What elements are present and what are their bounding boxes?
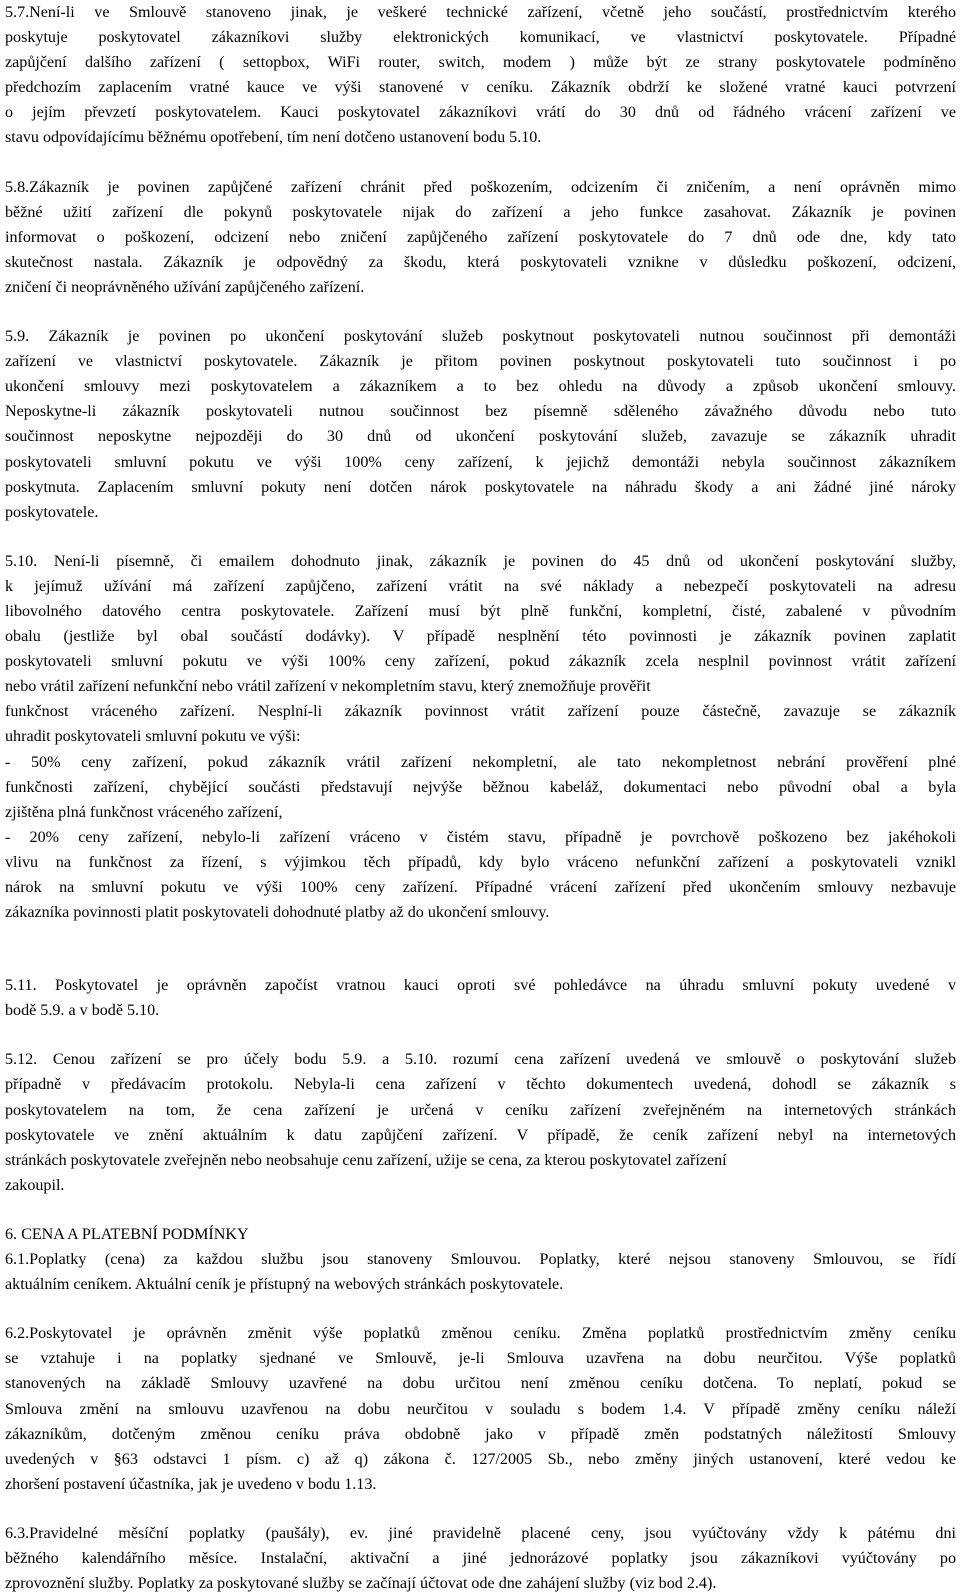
text-line: 5.11. Poskytovatel je oprávněn započíst vratnou kauci oproti své pohledávce na úhradu smluvní pokuty uvedené v — [5, 977, 956, 995]
paragraph-5-7 — [5, 0, 956, 151]
paragraph-gap — [5, 300, 956, 324]
text-line: poskytuje poskytovatel zákazníkovi služby elektronických komunikací, ve vlastnictví poskytovatele. Případné — [5, 29, 956, 47]
text-line: poskytnuta. Zaplacením smluvní pokuty není dotčen nárok poskytovatele na náhradu škody a ani žádné jiné nároky — [5, 478, 956, 496]
paragraph-5-9 — [5, 324, 956, 525]
text-line: zakoupil. — [5, 1176, 65, 1194]
text-line: běžné užití zařízení dle pokynů poskytovatele nijak do zařízení a jeho funkce zasahovat. Zákazník je povinen — [5, 203, 956, 221]
text-line: vlivu na funkčnost za řízení, s výjimkou těch případů, kdy bylo vráceno nefunkční zařízení a poskytovateli vznikl — [5, 853, 956, 871]
text-line: běžného kalendářního měsíce. Instalační, aktivační a jiné jednorázové poplatky jsou zákazníkovi vyúčtovány po — [5, 1549, 956, 1567]
text-line: zákazníka povinnosti platit poskytovateli dohodnuté platby až do ukončení smlouvy. — [5, 904, 550, 922]
text-line: součinnost neposkytne nejpozději do 30 dnů od ukončení poskytování služeb, zavazuje se zákazník uhradit — [5, 428, 956, 446]
text-line: informovat o poškození, odcizení nebo zničení zapůjčeného zařízení poskytovatele do 7 dnů ode dne, kdy tato — [5, 228, 956, 246]
paragraph-gap — [5, 1198, 956, 1222]
text-line: k jejímuž užívání má zařízení zapůjčeno, zařízení vrátit na své náklady a nebezpečí poskytovateli na adresu — [5, 577, 956, 595]
text-line: funkčnost vráceného zařízení. Nesplní-li zákazník povinnost vrátit zařízení pouze částečně, zavazuje se zákazník — [5, 703, 956, 721]
text-line: zařízení ve vlastnictví poskytovatele. Zákazník je přitom povinen poskytnout poskytovateli tuto součinnost i po — [5, 353, 956, 371]
text-line: nebo vrátil zařízení nefunkční nebo vrátil zařízení v nekompletním stavu, který znemožňuje prověřit — [5, 678, 651, 696]
section-heading: 6. CENA A PLATEBNÍ PODMÍNKY — [5, 1225, 249, 1243]
text-line: aktuálním ceníkem. Aktuální ceník je přístupný na webových stránkách poskytovatele. — [5, 1276, 564, 1294]
text-line: 6.2.Poskytovatel je oprávněn změnit výše poplatků změnou ceníku. Změna poplatků prostřednictvím změny ceníku — [5, 1325, 956, 1343]
text-line: skutečnost nastala. Zákazník je odpovědný za škodu, která poskytovateli vznikne v důsledku poškození, odcizení, — [5, 253, 956, 271]
paragraph-5-10 — [5, 549, 956, 925]
text-line: zničení či neoprávněného užívání zapůjčeného zařízení. — [5, 278, 365, 296]
paragraph-5-12 — [5, 1047, 956, 1198]
text-line: poskytovatele ve znění aktuálním k datu zapůjčení zařízení. V případě, že ceník zařízení nebyl na internetových — [5, 1126, 956, 1144]
text-line: uvedených v §63 odstavci 1 písm. c) až q) zákona č. 127/2005 Sb., nebo změny jiných ustanovení, které vedou ke — [5, 1450, 956, 1468]
text-line: případně v předávacím protokolu. Nebyla-li cena zařízení v těchto dokumentech uvedená, dohodl se zákazník s — [5, 1076, 956, 1094]
text-line: Smlouva změní na smlouvu uzavřenou na dobu neurčitou v souladu s bodem 1.4. V případě změny ceníku náleží — [5, 1400, 956, 1418]
text-line: bodě 5.9. a v bodě 5.10. — [5, 1002, 160, 1020]
text-line: o jejím převzetí poskytovatelem. Kauci poskytovatel zákazníkovi vrátí do 30 dnů od řádného vrácení zařízení ve — [5, 104, 956, 122]
text-line: uhradit poskytovateli smluvní pokutu ve výši: — [5, 728, 301, 746]
text-line: 6.3.Pravidelné měsíční poplatky (paušály), ev. jiné pravidelně placené ceny, jsou vyúčtovány vždy k pátému dni — [5, 1524, 956, 1542]
paragraph-6-3 — [5, 1521, 956, 1596]
text-line: stavu odpovídajícímu běžnému opotřebení, tím není dotčeno ustanovení bodu 5.10. — [5, 129, 542, 147]
text-line: ukončení smlouvy mezi poskytovatelem a zákazníkem a to bez ohledu na důvody a způsob ukončení smlouvy. — [5, 378, 956, 396]
text-line: 5.7.Není-li ve Smlouvě stanoveno jinak, je veškeré technické zařízení, včetně jeho součástí, prostřednictvím kterého — [5, 4, 956, 21]
text-line: nárok na smluvní pokutu ve výši 100% ceny zařízení. Případné vrácení zařízení před ukončením smlouvy nezbavuje — [5, 879, 956, 896]
paragraph-gap — [5, 1023, 956, 1047]
text-line: poskytovateli smluvní pokutu ve výši 100% ceny zařízení, k jejichž demontáži nebyla součinnost zákazníkem — [5, 453, 956, 471]
text-line: Neposkytne-li zákazník poskytovateli nutnou součinnost bez písemně sděleného závažného důvodu nebo tuto — [5, 403, 956, 421]
text-line: zapůjčení dalšího zařízení ( settopbox, WiFi router, switch, modem ) může být ze strany poskytovatele podmíněno — [5, 54, 956, 72]
text-line: 5.10. Není-li písemně, či emailem dohodnuto jinak, zákazník je povinen do 45 dnů od ukončení poskytování služby, — [5, 552, 956, 570]
paragraph-5-8 — [5, 175, 956, 300]
text-line: poskytovateli smluvní pokutu ve výši 100% ceny zařízení, pokud zákazník zcela nesplnil povinnost vrátit zařízení — [5, 653, 956, 671]
paragraph-gap — [5, 525, 956, 549]
paragraph-gap — [5, 1497, 956, 1521]
text-line: poskytovatele. — [5, 503, 99, 521]
text-line: libovolného datového centra poskytovatele. Zařízení musí být plně funkční, kompletní, čisté, zabalené v původním — [5, 602, 956, 620]
text-line: předchozím zaplacením vratné kauce ve výši stanovené v ceníku. Zákazník obdrží ke složené vratné kauci potvrzení — [5, 79, 956, 97]
paragraph-6-2 — [5, 1321, 956, 1497]
paragraph-gap — [5, 925, 956, 973]
text-line: stránkách poskytovatele zveřejněn nebo neobsahuje cenu zařízení, užije se cena, za kterou poskytovatel zařízení — [5, 1151, 727, 1169]
text-line: 5.12. Cenou zařízení se pro účely bodu 5.9. a 5.10. rozumí cena zařízení uvedená ve smlouvě o poskytování služeb — [5, 1051, 956, 1069]
text-line: 5.8.Zákazník je povinen zapůjčené zařízení chránit před poškozením, odcizením či zničením, a není oprávněn mimo — [5, 178, 956, 196]
text-line: 6.1.Poplatky (cena) za každou službu jsou stanoveny Smlouvou. Poplatky, které nejsou stanoveny Smlouvou, se řídí — [5, 1251, 956, 1269]
text-line: zprovoznění služby. Poplatky za poskytované služby se začínají účtovat ode dne zahájení služby (viz bod 2.4). — [5, 1575, 717, 1593]
text-line: poskytovatelem na tom, že cena zařízení je určená v ceníku zařízení zveřejněném na internetových stránkách — [5, 1101, 956, 1119]
text-line: zhoršení postavení účastníka, jak je uvedeno v bodu 1.13. — [5, 1475, 377, 1493]
paragraph-gap — [5, 151, 956, 175]
text-line: funkčnosti zařízení, chybějící součásti představují nejvýše běžnou kabeláž, dokumentaci nebo původní obal a byla — [5, 778, 956, 796]
paragraph-gap — [5, 1297, 956, 1321]
paragraph-5-11 — [5, 973, 956, 1023]
text-line: 5.9. Zákazník je povinen po ukončení poskytování služeb poskytnout poskytovateli nutnou součinnost při demontáži — [5, 328, 956, 346]
text-line: se vztahuje i na poplatky sjednané ve Smlouvě, je-li Smlouva uzavřena na dobu neurčitou. Výše poplatků — [5, 1350, 956, 1368]
text-line: zákazníkům, dotčeným změnou ceníku práva obdobně jako v případě změn podstatných náležitostí Smlouvy — [5, 1425, 956, 1443]
text-line: stanovených na základě Smlouvy uzavřené na dobu určitou není změnou ceníku dotčena. To neplatí, pokud se — [5, 1375, 956, 1393]
section-6 — [5, 1222, 956, 1297]
text-line: zjištěna plná funkčnost vráceného zařízení, — [5, 803, 283, 821]
text-line: - 50% ceny zařízení, pokud zákazník vrátil zařízení nekompletní, ale tato nekompletnost nebrání prověření plné — [5, 753, 956, 771]
text-line: - 20% ceny zařízení, nebylo-li zařízení vráceno v čistém stavu, případně je povrchově poškozeno bez jakéhokoli — [5, 828, 956, 846]
text-line: obalu (jestliže byl obal součástí dodávky). V případě nesplnění této povinnosti je zákazník povinen zaplatit — [5, 628, 956, 646]
